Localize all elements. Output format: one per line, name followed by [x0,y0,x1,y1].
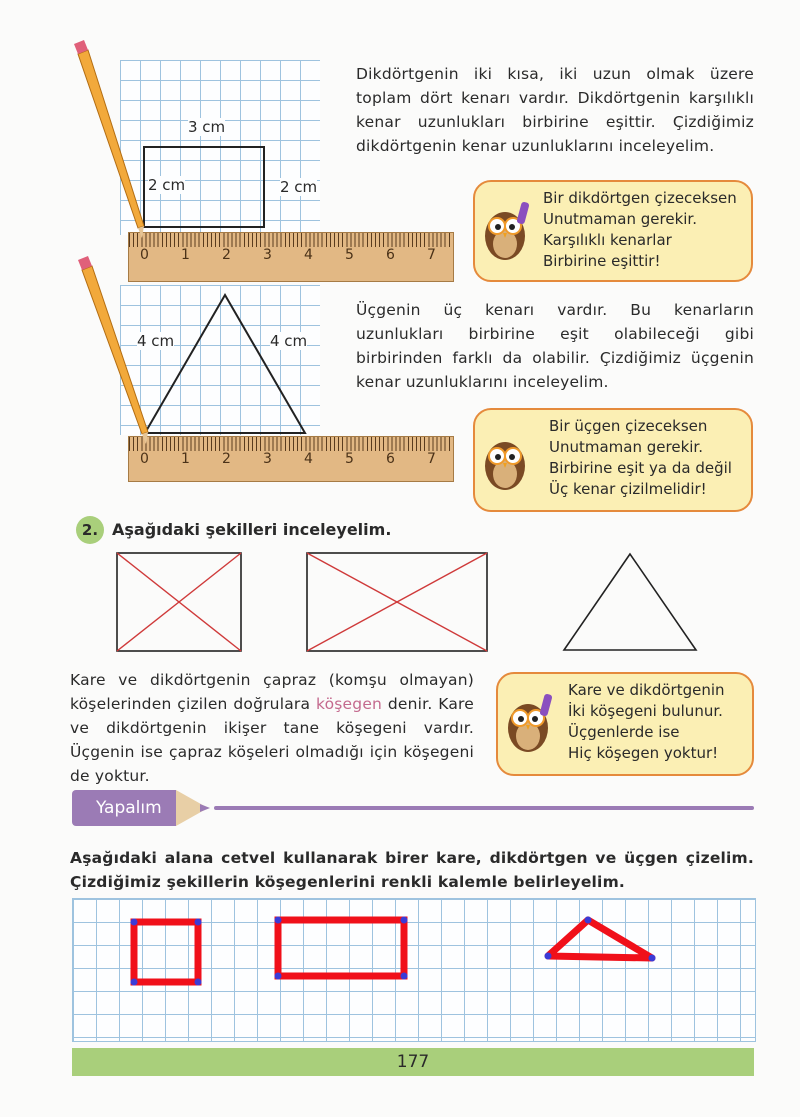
tip-bubble-rect [473,180,753,282]
tip-line: Karşılıklı kenarlar [543,231,672,249]
tip-line: Unutmaman gerekir. [543,210,697,228]
ruler-bottom [128,436,454,482]
pencil-icon [64,256,154,446]
question-number-badge [76,516,104,544]
ruler-number: 5 [345,451,354,467]
triangle-no-diagonals [562,552,698,652]
tip-line: Hiç köşegen yoktur! [568,744,719,762]
rect-label-left: 2 cm [148,176,186,194]
tip-line: Bir üçgen çizeceksen [549,417,708,435]
ruler-number: 4 [304,247,313,263]
rectangle-with-diagonals [306,552,488,652]
tip-line: Unutmaman gerekir. [549,438,703,456]
activity-tag [72,790,176,826]
activity-line [214,806,754,810]
ruler-top [128,232,454,282]
diagonal-term: köşegen [315,695,383,713]
tip-line: Birbirine eşittir! [543,252,661,270]
rect-paragraph: Dikdörtgenin iki kısa, iki uzun olmak üzere toplam dört kenarı vardır. Dikdörtgenin karşılıklı kenar uzunlukları birbirine eşittir. Çizdiğimiz dikdörtgenin kenar uzunluklarını inceleyelim. [356,65,754,155]
tip-line: Üç kenar çizilmelidir! [549,480,707,498]
activity-instruction: Aşağıdaki alana cetvel kullanarak birer kare, dikdörtgen ve üçgen çizelim. Çizdiğimiz şekillerin köşegenlerini renkli kalemle belirleyelim. [70,849,754,891]
ruler-number: 3 [263,451,272,467]
drawn-square [134,922,198,982]
tri-paragraph: Üçgenin üç kenarı vardır. Bu kenarların uzunlukları birbirine eşit olabileceği gibi birbirinden farklı da olabilir. Çizdiğimiz üçgenin kenar uzunluklarını inceleyelim. [356,301,754,391]
ruler-number: 0 [140,247,149,263]
tri-label-left: 4 cm [137,332,175,350]
tip-bubble-triangle [473,408,753,512]
square-with-diagonals [116,552,242,652]
pencil-icon [60,40,150,240]
rect-label-top: 3 cm [188,118,226,136]
drawn-rectangle [278,920,404,976]
tip-line: Bir dikdörtgen çizeceksen [543,189,737,207]
owl-icon [479,426,535,496]
diagonal-paragraph [70,668,474,788]
drawn-triangle [548,920,652,958]
ruler-number: 2 [222,247,231,263]
diagonal-text-2: denir. Kare ve dikdörtgenin ikişer tane köşegeni vardır. Üçgenin ise çapraz köşeleri olmadığı için köşegeni de yoktur. [70,695,474,785]
question-number: 2. [81,521,99,539]
tip-line: Birbirine eşit ya da değil [549,459,732,477]
tip-line: Üçgenlerde ise [568,723,680,741]
ruler-number: 1 [181,451,190,467]
student-drawings [72,898,754,1040]
activity-tag-label: Yapalım [96,798,162,818]
rect-label-right: 2 cm [280,178,318,196]
page-number: 177 [396,1052,430,1072]
ruler-number: 7 [427,247,436,263]
ruler-number: 0 [140,451,149,467]
tip-bubble-diagonal [496,672,754,776]
tri-label-right: 4 cm [270,332,308,350]
ruler-number: 2 [222,451,231,467]
footer-bar [72,1048,754,1076]
ruler-number: 7 [427,451,436,467]
tip-line: Kare ve dikdörtgenin [568,681,725,699]
diagonal-text-1: Kare ve dikdörtgenin çapraz (komşu olmayan) köşelerinden çizilen doğrulara [70,671,474,713]
ruler-number: 3 [263,247,272,263]
ruler-number: 5 [345,247,354,263]
tip-line: İki köşegeni bulunur. [568,702,723,720]
ruler-number: 6 [386,451,395,467]
ruler-number: 6 [386,247,395,263]
owl-icon [479,196,535,266]
ruler-number: 4 [304,451,313,467]
triangle-shape [140,290,310,440]
ruler-number: 1 [181,247,190,263]
owl-icon [502,688,558,758]
question-title: Aşağıdaki şekilleri inceleyelim. [112,520,392,539]
